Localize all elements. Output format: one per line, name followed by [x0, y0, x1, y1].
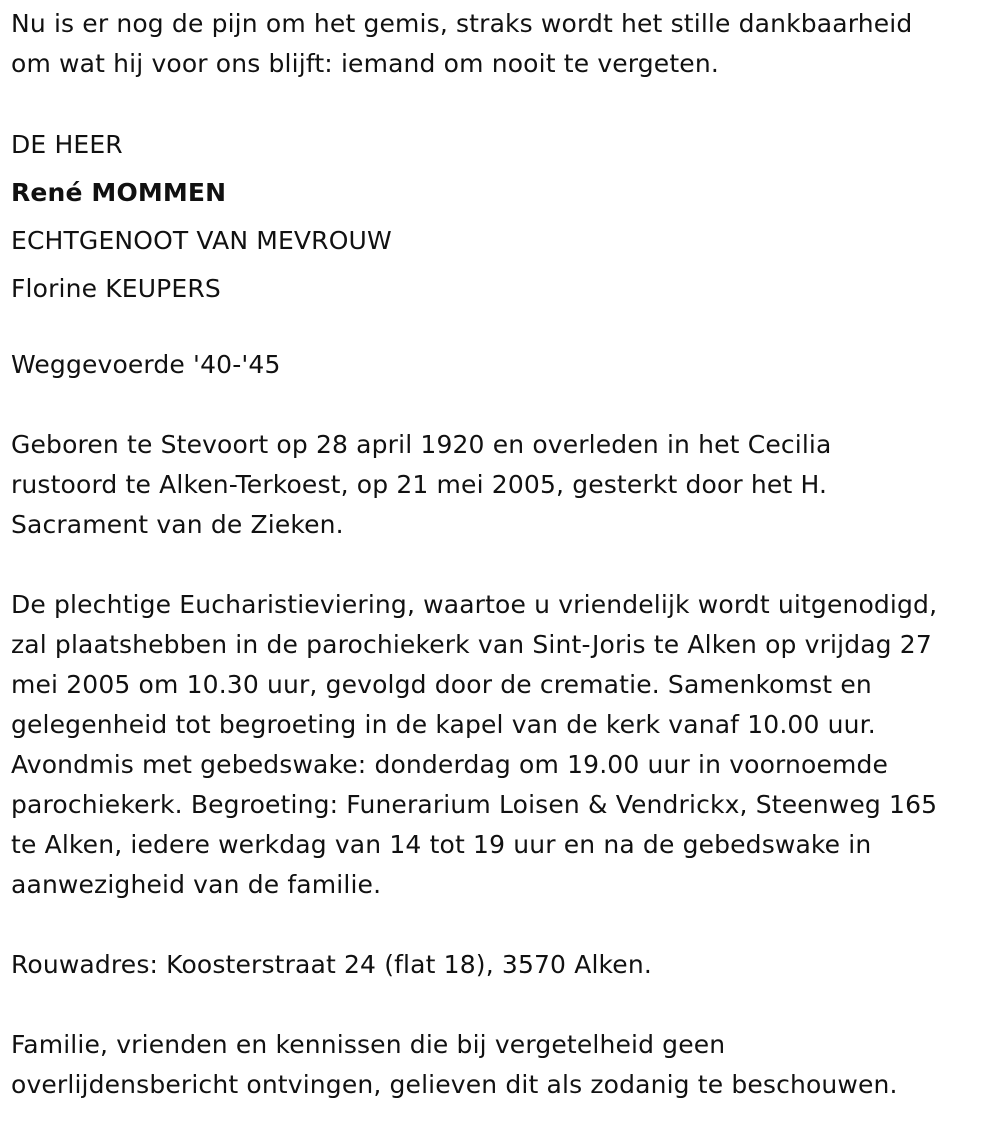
spacer — [11, 905, 991, 945]
ceremony-line: mei 2005 om 10.30 uur, gevolgd door de crematie. Samenkomst en — [11, 670, 872, 699]
spacer — [11, 385, 991, 425]
closing-line: Familie, vrienden en kennissen die bij vergetelheid geen — [11, 1030, 726, 1059]
deceased-title: DE HEER — [11, 130, 123, 159]
ceremony-line: De plechtige Eucharistieviering, waartoe u vriendelijk wordt uitgenodigd, — [11, 590, 938, 619]
birth-death-line: rustoord te Alken-Terkoest, op 21 mei 2005, gesterkt door het H. — [11, 470, 828, 499]
spacer — [11, 545, 991, 585]
quote-line: Nu is er nog de pijn om het gemis, straks wordt het stille dankbaarheid — [11, 9, 913, 38]
closing-line: overlijdensbericht ontvingen, gelieven dit als zodanig te beschouwen. — [11, 1070, 898, 1099]
spacer — [11, 985, 991, 1025]
ceremony-line: gelegenheid tot begroeting in de kapel van de kerk vanaf 10.00 uur. — [11, 710, 876, 739]
deportation-note: Weggevoerde '40-'45 — [11, 350, 281, 379]
ceremony-line: zal plaatshebben in de parochiekerk van Sint-Joris te Alken op vrijdag 27 — [11, 630, 932, 659]
ceremony-line: aanwezigheid van de familie. — [11, 870, 382, 899]
deceased-name: René MOMMEN — [11, 178, 227, 207]
ceremony-line: te Alken, iedere werkdag van 14 tot 19 uur en na de gebedswake in — [11, 830, 872, 859]
deceased-relation: ECHTGENOOT VAN MEVROUW — [11, 226, 392, 255]
birth-death-paragraph — [11, 425, 991, 545]
quote-paragraph — [11, 4, 991, 84]
spouse-name: Florine KEUPERS — [11, 274, 221, 303]
closing-paragraph — [11, 1025, 991, 1105]
spacer — [11, 313, 991, 345]
ceremony-line: Avondmis met gebedswake: donderdag om 19.00 uur in voornoemde — [11, 750, 889, 779]
obituary-document — [11, 4, 991, 1105]
mourning-address: Rouwadres: Koosterstraat 24 (flat 18), 3570 Alken. — [11, 950, 652, 979]
spacer — [11, 84, 991, 124]
quote-line: om wat hij voor ons blijft: iemand om nooit te vergeten. — [11, 49, 719, 78]
birth-death-line: Sacrament van de Zieken. — [11, 510, 344, 539]
ceremony-line: parochiekerk. Begroeting: Funerarium Loisen & Vendrickx, Steenweg 165 — [11, 790, 938, 819]
ceremony-paragraph — [11, 585, 991, 905]
birth-death-line: Geboren te Stevoort op 28 april 1920 en overleden in het Cecilia — [11, 430, 832, 459]
deceased-block — [11, 121, 991, 313]
